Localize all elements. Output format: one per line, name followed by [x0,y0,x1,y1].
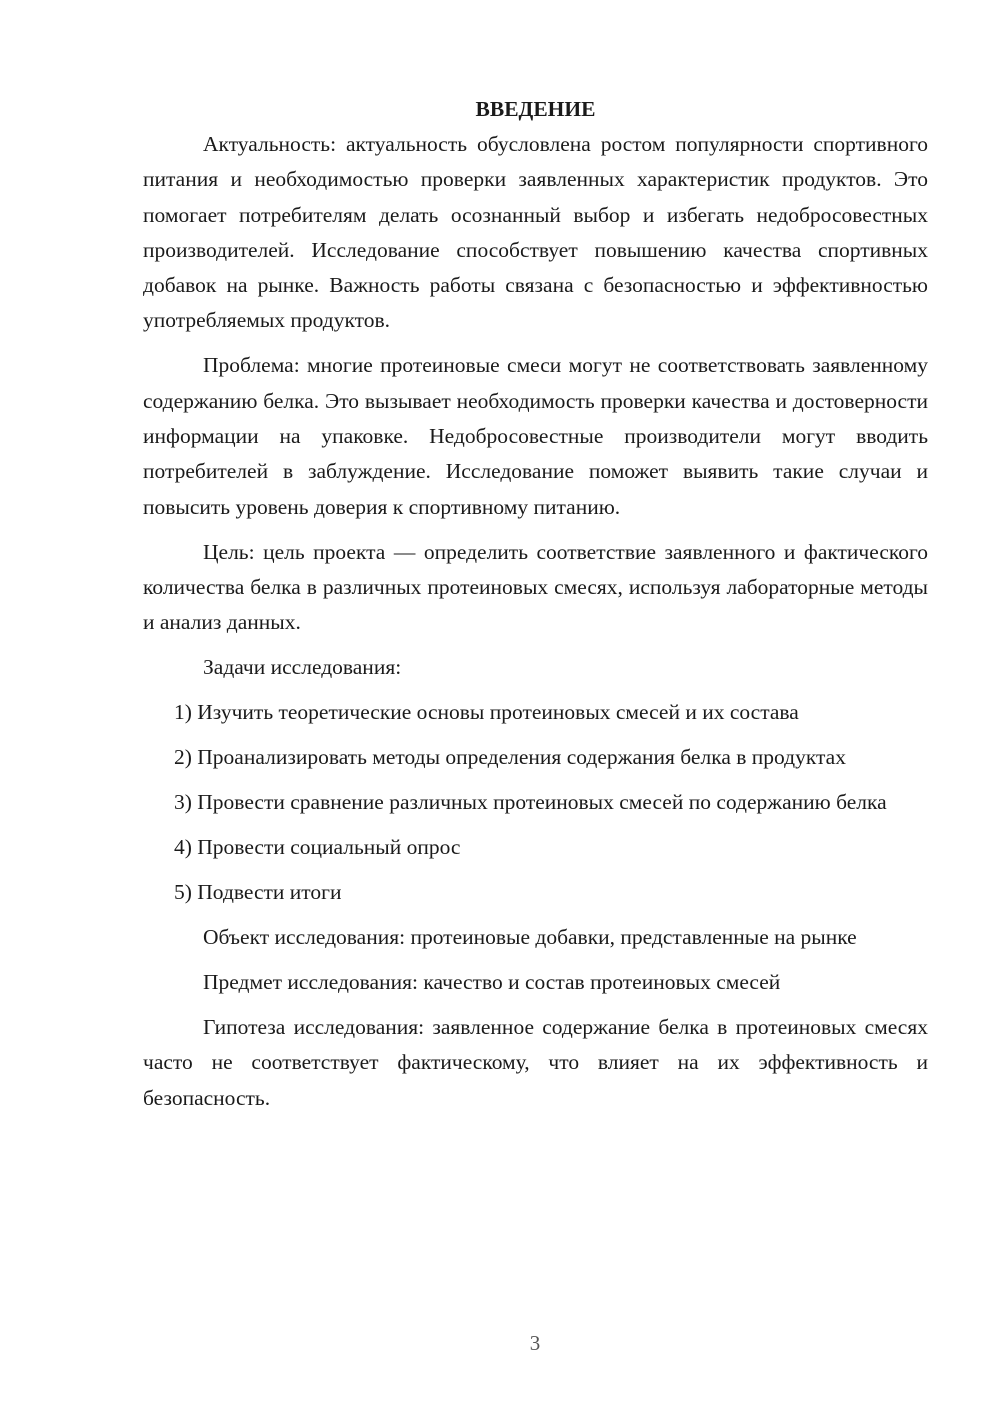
document-page [143,92,928,1116]
tasks-heading: Задачи исследования: [203,655,402,680]
paragraph-relevance: Актуальность: актуальность обусловлена ростом популярности спортивного питания и необходимостью проверки заявленных характеристик продуктов. Это помогает потребителям делать осознанный выбор и избегать недобросовестных производителей. Исследование способствует повышению качества спортивных добавок на рынке. Важность работы связана с безопасностью и эффективностью употребляемых продуктов. [143,132,928,333]
paragraph-subject: Предмет исследования: качество и состав протеиновых смесей [203,970,781,995]
task-item-4: 4) Провести социальный опрос [174,835,461,860]
paragraph-object: Объект исследования: протеиновые добавки, представленные на рынке [203,925,857,950]
page-number: 3 [529,1331,541,1355]
paragraph-hypothesis: Гипотеза исследования: заявленное содержание белка в протеиновых смесях часто не соответствует фактическому, что влияет на их эффективность и безопасность. [143,1015,928,1110]
task-item-2: 2) Проанализировать методы определения содержания белка в продуктах [174,745,846,770]
task-item-5: 5) Подвести итоги [174,880,342,905]
paragraph-goal: Цель: цель проекта — определить соответствие заявленного и фактического количества белка в различных протеиновых смесях, используя лабораторные методы и анализ данных. [143,539,928,635]
paragraph-problem: Проблема: многие протеиновые смеси могут не соответствовать заявленному содержанию белка. Это вызывает необходимость проверки качества и достоверности информации на упаковке. Недобросовестные производители могут вводить потребителей в заблуждение. Исследование поможет выявить такие случаи и повысить уровень доверия к спортивному питанию. [143,353,928,519]
task-item-1: 1) Изучить теоретические основы протеиновых смесей и их состава [174,700,799,725]
section-title: ВВЕДЕНИЕ [475,97,596,121]
task-item-3: 3) Провести сравнение различных протеиновых смесей по содержанию белка [174,790,887,815]
